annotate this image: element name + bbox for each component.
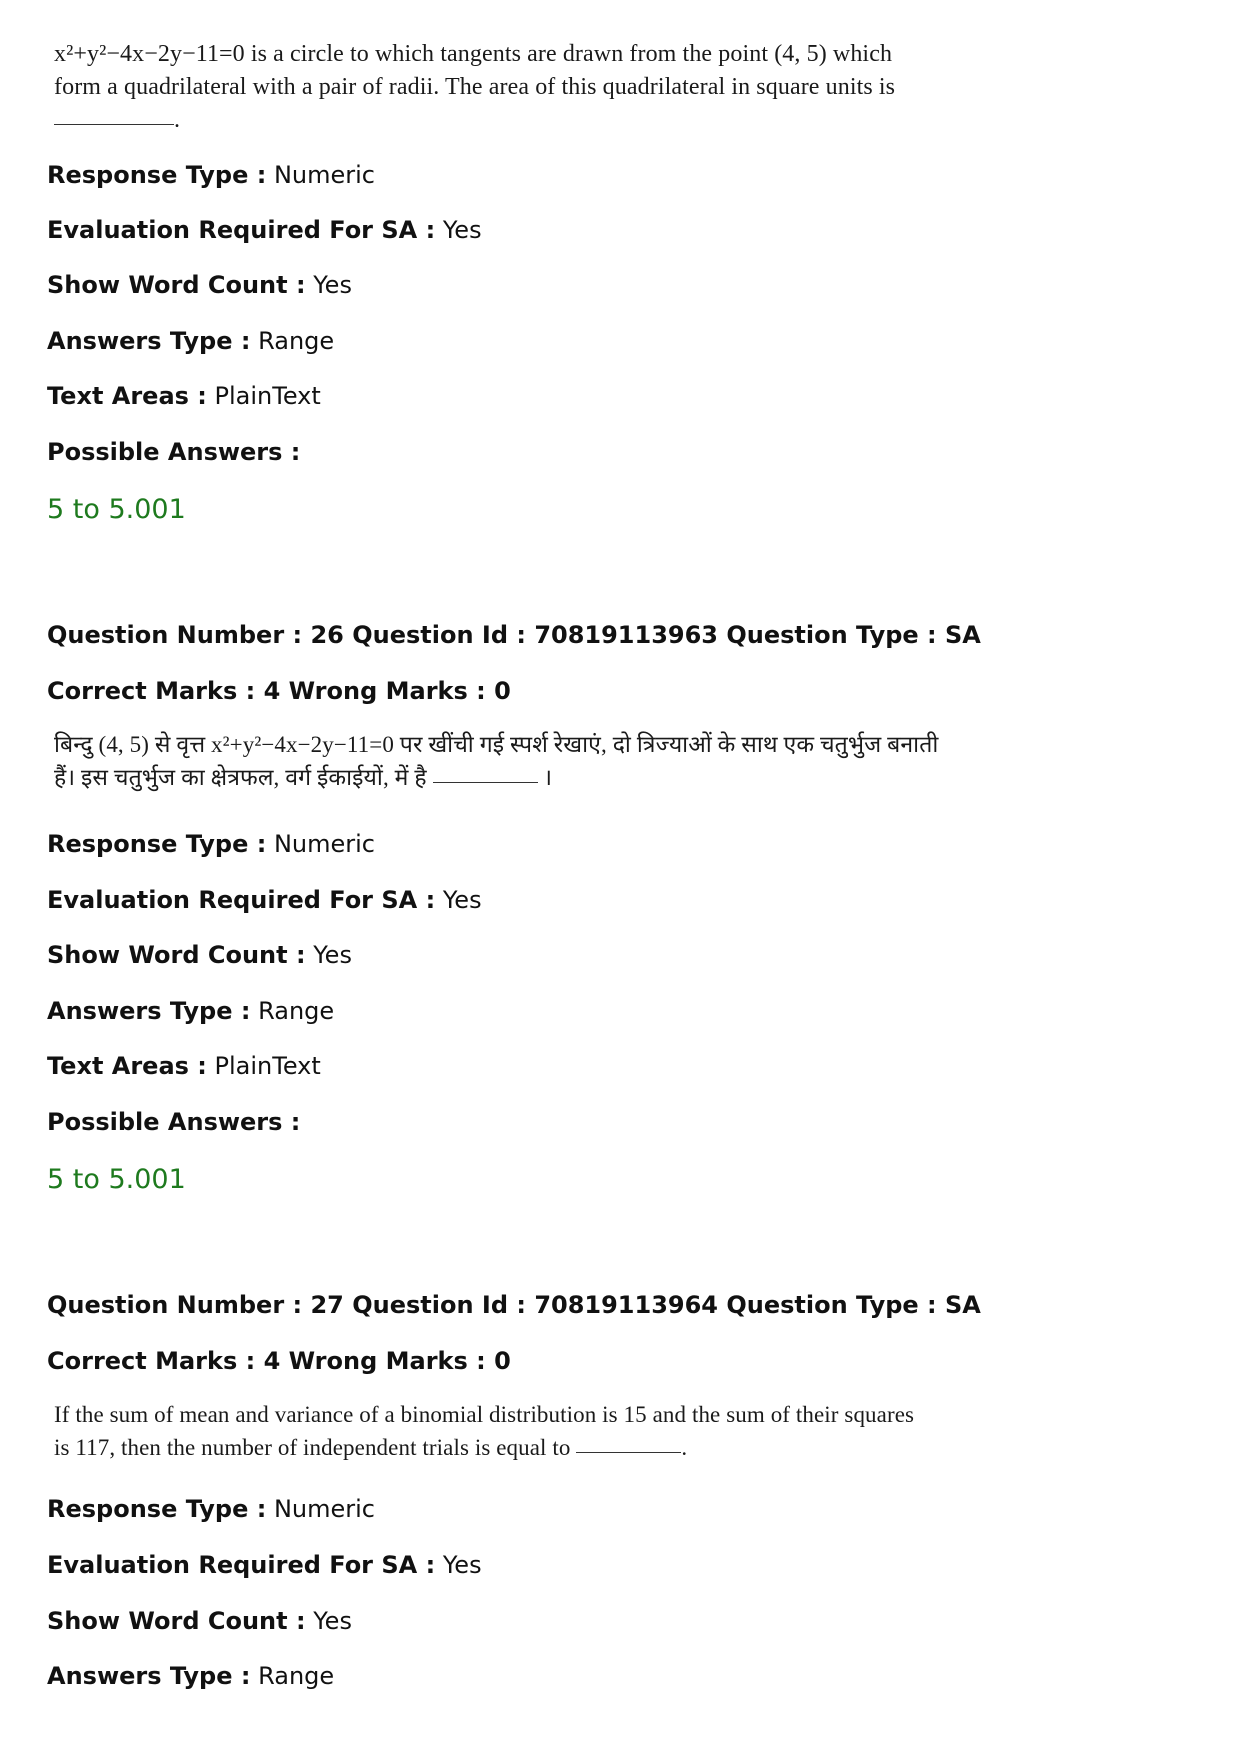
field-value: Yes — [313, 941, 352, 969]
field-label: Evaluation Required For SA : — [47, 216, 436, 244]
q25-answers-type — [47, 326, 334, 356]
q27-response-type — [47, 1494, 375, 1524]
q25-text-areas — [47, 381, 321, 411]
field-label: Show Word Count : — [47, 1607, 306, 1635]
q25-possible-answers-value: 5 to 5.001 — [47, 494, 186, 525]
field-value: Numeric — [273, 161, 375, 189]
q26-possible-answers — [47, 1107, 300, 1137]
q26-response-type — [47, 829, 375, 859]
q26-marks: Correct Marks : 4 Wrong Marks : 0 — [47, 677, 511, 705]
field-label: Show Word Count : — [47, 271, 306, 299]
field-label: Show Word Count : — [47, 941, 306, 969]
q27-question-text — [54, 1398, 954, 1464]
q26-text-areas — [47, 1051, 321, 1081]
field-value: Range — [258, 327, 335, 355]
field-label: Answers Type : — [47, 1662, 251, 1690]
q26-text-line-2-end: । — [543, 765, 553, 790]
q26-question-text — [54, 728, 954, 794]
q27-text-line-2-start: is 117, then the number of independent trials is equal to — [54, 1435, 571, 1460]
field-value: PlainText — [214, 382, 321, 410]
q25-show-word-count — [47, 270, 352, 300]
q27-text-line-1: If the sum of mean and variance of a binomial distribution is 15 and the sum of their squares — [54, 1402, 915, 1427]
q27-show-word-count — [47, 1606, 352, 1636]
field-label: Text Areas : — [47, 1052, 207, 1080]
field-value: Yes — [313, 1607, 352, 1635]
field-label: Evaluation Required For SA : — [47, 886, 436, 914]
field-value: Range — [258, 1662, 335, 1690]
field-label: Response Type : — [47, 161, 267, 189]
field-label: Answers Type : — [47, 997, 251, 1025]
field-value: PlainText — [214, 1052, 321, 1080]
q27-text-line-2 — [54, 1431, 954, 1464]
answer-blank — [54, 123, 174, 125]
q25-text-line-2: form a quadrilateral with a pair of radii. The area of this quadrilateral in square units is — [54, 74, 896, 100]
q25-text-line-3 — [54, 104, 954, 137]
field-label: Possible Answers : — [47, 438, 301, 466]
q27-header: Question Number : 27 Question Id : 70819113964 Question Type : SA — [47, 1291, 981, 1319]
q27-evaluation-required — [47, 1550, 482, 1580]
field-label: Response Type : — [47, 1495, 267, 1523]
q26-possible-answers-value: 5 to 5.001 — [47, 1164, 186, 1195]
q27-answers-type — [47, 1661, 334, 1691]
q27-text-line-2-end: . — [681, 1435, 688, 1460]
q26-show-word-count — [47, 940, 352, 970]
answer-blank — [433, 781, 538, 783]
q27-marks: Correct Marks : 4 Wrong Marks : 0 — [47, 1347, 511, 1375]
field-value: Yes — [442, 886, 482, 914]
field-label: Response Type : — [47, 830, 267, 858]
q26-answers-type — [47, 996, 334, 1026]
q26-evaluation-required — [47, 885, 482, 915]
field-label: Possible Answers : — [47, 1108, 301, 1136]
field-value: Numeric — [273, 830, 375, 858]
q26-text-line-1: बिन्दु (4, 5) से वृत्त x²+y²−4x−2y−11=0 पर खींची गई स्पर्श रेखाएं, दो त्रिज्याओं के साथ एक चतुर्भुज बनाती — [54, 732, 939, 757]
q26-header: Question Number : 26 Question Id : 70819113963 Question Type : SA — [47, 621, 981, 649]
q25-question-text — [54, 38, 954, 137]
q25-text-line-3-end: . — [174, 107, 181, 133]
answer-blank — [576, 1451, 681, 1453]
q26-text-line-2-start: हैं। इस चतुर्भुज का क्षेत्रफल, वर्ग ईकाईयों, में है — [54, 765, 427, 790]
field-value: Yes — [313, 271, 352, 299]
q25-text-line-1: x²+y²−4x−2y−11=0 is a circle to which tangents are drawn from the point (4, 5) which — [54, 41, 893, 67]
q25-response-type — [47, 160, 375, 190]
field-value: Yes — [442, 216, 482, 244]
field-label: Text Areas : — [47, 382, 207, 410]
q25-evaluation-required — [47, 215, 482, 245]
field-label: Answers Type : — [47, 327, 251, 355]
field-value: Yes — [442, 1551, 482, 1579]
q26-text-line-2 — [54, 761, 954, 794]
field-value: Range — [258, 997, 335, 1025]
q25-possible-answers — [47, 437, 300, 467]
field-label: Evaluation Required For SA : — [47, 1551, 436, 1579]
field-value: Numeric — [273, 1495, 375, 1523]
